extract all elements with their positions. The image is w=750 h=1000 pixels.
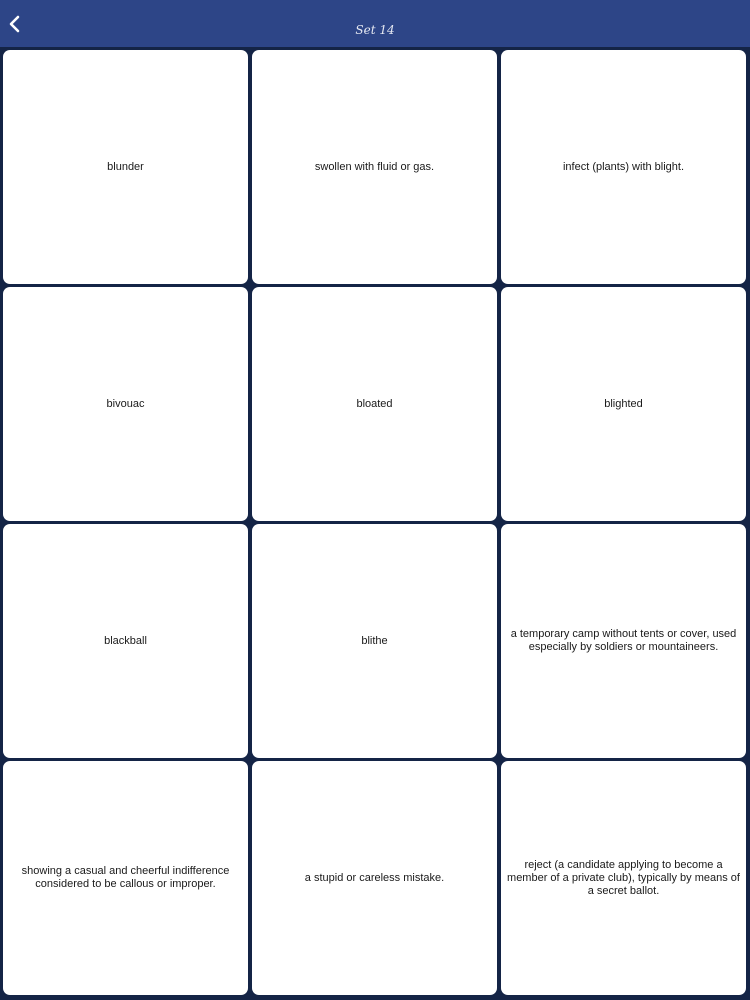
card-text: a temporary camp without tents or cover, used especially by soldiers or mountaineers. <box>510 628 737 653</box>
card-grid <box>0 47 750 1000</box>
match-card[interactable] <box>3 287 248 521</box>
card-text: bivouac <box>106 397 145 410</box>
match-card[interactable] <box>3 761 248 995</box>
card-text: reject (a candidate applying to become a member of a private club), typically by means of a secret ballot. <box>507 858 740 897</box>
card-text: infect (plants) with blight. <box>562 160 685 173</box>
match-card[interactable] <box>252 287 497 521</box>
navigation-bar <box>0 0 750 47</box>
card-text: blackball <box>104 634 147 647</box>
match-card[interactable] <box>252 524 497 758</box>
card-text: bloated <box>356 397 393 410</box>
card-text: a stupid or careless mistake. <box>304 871 445 884</box>
card-text: showing a casual and cheerful indifference considered to be callous or improper. <box>21 865 230 890</box>
match-card[interactable] <box>501 50 746 284</box>
card-text: blunder <box>107 160 144 173</box>
page-title: Set 14 <box>355 23 395 37</box>
match-card[interactable] <box>3 524 248 758</box>
match-card[interactable] <box>252 761 497 995</box>
match-card[interactable] <box>501 524 746 758</box>
match-card[interactable] <box>3 50 248 284</box>
card-text: blighted <box>604 397 643 410</box>
match-card[interactable] <box>501 287 746 521</box>
match-card[interactable] <box>501 761 746 995</box>
card-text: blithe <box>361 634 388 647</box>
match-card[interactable] <box>252 50 497 284</box>
card-text: swollen with fluid or gas. <box>314 160 435 173</box>
